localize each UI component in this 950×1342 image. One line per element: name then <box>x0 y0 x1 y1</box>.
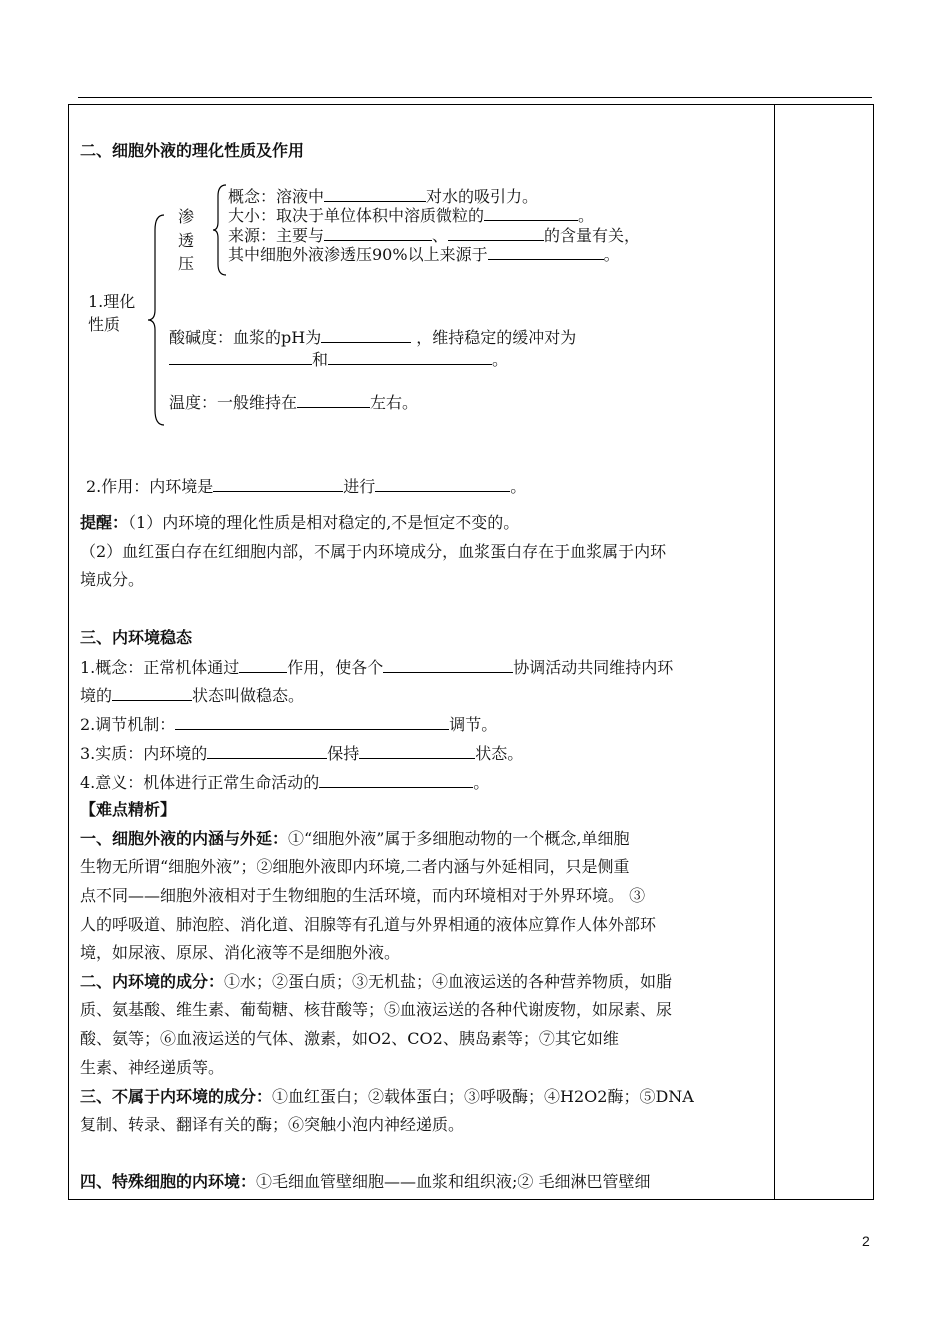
ph-buffer-line: 和 。 <box>169 349 508 370</box>
osmotic-brace <box>212 184 228 276</box>
analysis-p2-line-4: 生素、神经递质等。 <box>80 1058 225 1077</box>
blank[interactable] <box>448 225 544 241</box>
osmotic-source-2: 其中细胞外液渗透压90%以上来源于 。 <box>228 245 620 264</box>
blank[interactable] <box>359 743 475 759</box>
physchem-label-1: 1.理化 <box>88 292 136 311</box>
blank[interactable] <box>324 225 432 241</box>
temperature-line: 温度：一般维持在 左右。 <box>169 393 419 412</box>
blank[interactable] <box>383 657 513 673</box>
osmotic-label-1: 渗 <box>178 207 195 226</box>
homeostasis-concept: 1.概念：正常机体通过 作用，使各个 协调活动共同维持内环 <box>80 658 674 677</box>
analysis-heading: 【难点精析】 <box>80 800 177 819</box>
osmotic-concept: 概念：溶液中 对水的吸引力。 <box>228 187 539 206</box>
blank[interactable] <box>319 772 473 788</box>
section-heading-homeostasis: 三、内环境稳态 <box>80 628 193 647</box>
function-line: 2.作用：内环境是 进行 。 <box>86 477 527 496</box>
analysis-p3-line-2: 复制、转录、翻译有关的酶；⑥突触小泡内神经递质。 <box>80 1115 465 1134</box>
analysis-p3-line-1: 三、不属于内环境的成分：①血红蛋白；②载体蛋白；③呼吸酶；④H2O2酶；⑤DNA <box>80 1087 694 1106</box>
blank[interactable] <box>375 476 510 492</box>
osmotic-label-2: 透 <box>178 231 195 250</box>
table-column-divider <box>774 104 775 1200</box>
osmotic-label-3: 压 <box>178 254 195 273</box>
blank[interactable] <box>169 349 312 365</box>
tip-line-1: 提醒：（1）内环境的理化性质是相对稳定的,不是恒定不变的。 <box>80 513 520 532</box>
analysis-p4-line-1: 四、特殊细胞的内环境：①毛细血管壁细胞——血浆和组织液;② 毛细淋巴管壁细 <box>80 1172 651 1191</box>
osmotic-source: 来源：主要与 、 的含量有关， <box>228 226 641 245</box>
section-heading-physchem: 二、细胞外液的理化性质及作用 <box>80 141 305 160</box>
ph-line: 酸碱度：血浆的pH为 ，维持稳定的缓冲对为 <box>169 328 577 347</box>
osmotic-size: 大小：取决于单位体积中溶质微粒的 。 <box>228 206 595 225</box>
physchem-brace <box>146 214 166 426</box>
blank[interactable] <box>297 392 370 408</box>
header-rule <box>78 97 872 98</box>
tip-line-3: 境成分。 <box>80 570 145 589</box>
homeostasis-meaning: 4.意义：机体进行正常生命活动的 。 <box>80 773 490 792</box>
analysis-p1-line-1: 一、细胞外液的内涵与外延：①“细胞外液”属于多细胞动物的一个概念,单细胞 <box>80 829 630 848</box>
homeostasis-concept-2: 境的 状态叫做稳态。 <box>80 686 305 705</box>
blank[interactable] <box>175 714 449 730</box>
blank[interactable] <box>488 244 604 260</box>
blank[interactable] <box>484 205 578 221</box>
blank[interactable] <box>321 327 411 343</box>
analysis-p1-line-5: 境，如尿液、原尿、消化液等不是细胞外液。 <box>80 943 401 962</box>
blank[interactable] <box>213 476 343 492</box>
page-number: 2 <box>862 1233 870 1249</box>
homeostasis-regulation: 2.调节机制： 调节。 <box>80 715 498 734</box>
blank[interactable] <box>324 186 426 202</box>
blank[interactable] <box>328 349 492 365</box>
tip-line-2: （2）血红蛋白存在红细胞内部，不属于内环境成分，血浆蛋白存在于血浆属于内环 <box>80 542 667 561</box>
analysis-p1-line-4: 人的呼吸道、肺泡腔、消化道、泪腺等有孔道与外界相通的液体应算作人体外部环 <box>80 915 657 934</box>
analysis-p2-line-2: 质、氨基酸、维生素、葡萄糖、核苷酸等；⑤血液运送的各种代谢废物，如尿素、尿 <box>80 1000 673 1019</box>
blank[interactable] <box>112 685 192 701</box>
analysis-p1-line-2: 生物无所谓“细胞外液”；②细胞外液即内环境,二者内涵与外延相同，只是侧重 <box>80 857 630 876</box>
physchem-label-2: 性质 <box>88 315 121 334</box>
analysis-p2-line-1: 二、内环境的成分：①水；②蛋白质；③无机盐；④血液运送的各种营养物质，如脂 <box>80 972 673 991</box>
blank[interactable] <box>239 657 287 673</box>
blank[interactable] <box>207 743 327 759</box>
analysis-p2-line-3: 酸、氨等；⑥血液运送的气体、激素，如O2、CO2、胰岛素等；⑦其它如维 <box>80 1029 619 1048</box>
analysis-p1-line-3: 点不同——细胞外液相对于生物细胞的生活环境，而内环境相对于外界环境。 ③ <box>80 886 646 905</box>
homeostasis-essence: 3.实质：内环境的 保持 状态。 <box>80 744 524 763</box>
